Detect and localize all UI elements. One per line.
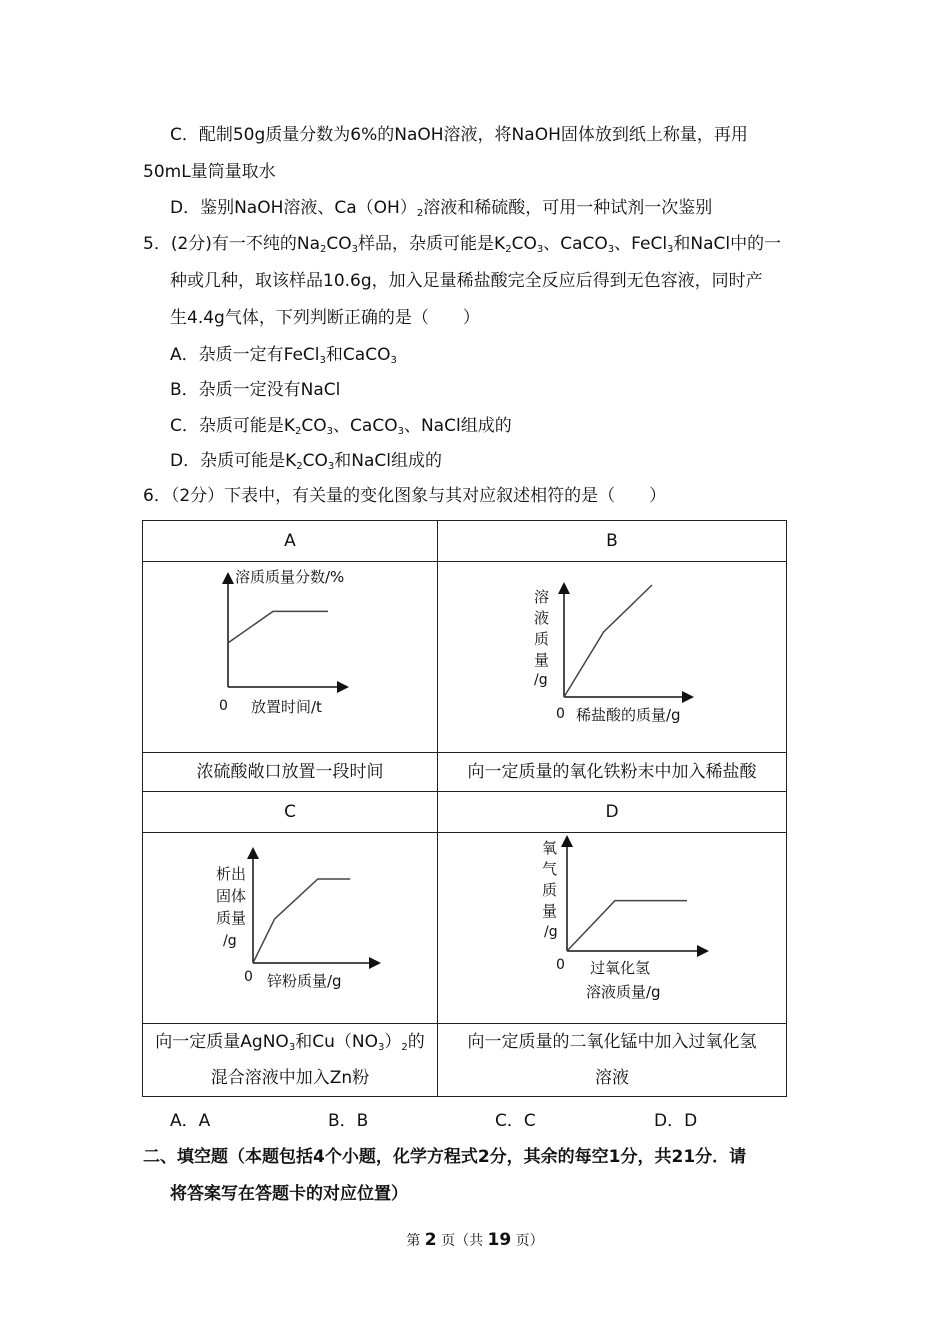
header-d: D bbox=[438, 792, 787, 833]
text: 、CaCO bbox=[543, 234, 608, 254]
text: 向一定质量AgNO bbox=[155, 1032, 289, 1052]
q6-option-d: D．D bbox=[654, 1111, 698, 1131]
x-axis-label-1: 过氧化氢 bbox=[590, 959, 651, 977]
desc-d bbox=[438, 1024, 787, 1097]
text: CO bbox=[302, 451, 328, 471]
x-axis-label: 锌粉质量/g bbox=[267, 972, 342, 990]
series-line bbox=[564, 585, 652, 697]
text: D．鉴别NaOH溶液、Ca（OH） bbox=[170, 198, 417, 218]
text: 、FeCl bbox=[614, 234, 668, 254]
origin-label: 0 bbox=[244, 969, 253, 985]
text: 、CaCO bbox=[333, 416, 398, 436]
subscript: 3 bbox=[351, 244, 359, 255]
subscript: 3 bbox=[288, 1042, 296, 1053]
chart-a-cell bbox=[143, 562, 438, 753]
subscript: 3 bbox=[536, 244, 544, 255]
desc-a: 浓硫酸敞口放置一段时间 bbox=[143, 753, 438, 792]
text: 和NaCl组成的 bbox=[334, 451, 442, 471]
q6-option-c: C．C bbox=[495, 1111, 536, 1131]
y-axis-label-1: 析出 bbox=[216, 865, 247, 883]
y-axis-label-2: 液 bbox=[534, 609, 550, 627]
y-axis-label-2: 固体 bbox=[216, 887, 247, 905]
y-axis-label-4: 量 bbox=[542, 902, 558, 920]
chart-d bbox=[438, 833, 787, 1023]
text: 和Cu（NO bbox=[295, 1032, 378, 1052]
text: D．杂质可能是K bbox=[170, 451, 297, 471]
text: 样品，杂质可能是K bbox=[358, 234, 506, 254]
desc-c-line1 bbox=[143, 1024, 437, 1060]
subscript: 3 bbox=[319, 355, 326, 366]
y-axis-label-3: 质量 bbox=[216, 909, 247, 927]
y-axis-label-1: 氧 bbox=[542, 839, 558, 857]
q5-option-a bbox=[170, 344, 397, 366]
header-a: A bbox=[143, 521, 438, 562]
q5-option-d bbox=[170, 450, 442, 472]
y-axis-label-2: 气 bbox=[542, 860, 558, 878]
text: A．杂质一定有FeCl bbox=[170, 345, 320, 365]
page-footer bbox=[0, 1230, 950, 1250]
y-axis-label-1: 溶 bbox=[534, 588, 550, 606]
text: CO bbox=[326, 234, 352, 254]
origin-label: 0 bbox=[556, 706, 565, 722]
origin-label: 0 bbox=[219, 698, 228, 714]
subscript: 2 bbox=[295, 426, 302, 437]
text: CO bbox=[511, 234, 537, 254]
y-axis-label-3: 质 bbox=[534, 630, 550, 648]
chart-c bbox=[143, 833, 438, 1023]
text: C．杂质可能是K bbox=[170, 416, 296, 436]
subscript: 2 bbox=[505, 244, 512, 255]
text: 5．(2分)有一不纯的Na bbox=[143, 234, 321, 254]
subscript: 3 bbox=[667, 244, 674, 255]
x-axis-label: 放置时间/t bbox=[251, 698, 322, 716]
y-axis-label: 溶质质量分数/% bbox=[235, 568, 345, 586]
subscript: 3 bbox=[377, 1042, 385, 1053]
footer-text: 页（共 bbox=[441, 1233, 484, 1249]
text: 溶液和稀硫酸，可用一种试剂一次鉴别 bbox=[423, 198, 713, 218]
footer-text: 第 bbox=[406, 1233, 421, 1249]
series-line bbox=[567, 901, 687, 951]
series-line bbox=[253, 879, 350, 963]
subscript: 3 bbox=[607, 244, 615, 255]
q5-stem-line3: 生4.4g气体，下列判断正确的是（ ） bbox=[170, 308, 480, 328]
subscript: 2 bbox=[416, 208, 424, 219]
text: ） bbox=[384, 1032, 402, 1052]
section2-heading-line1: 二、填空题（本题包括4个小题，化学方程式2分，其余的每空1分，共21分．请 bbox=[143, 1147, 747, 1167]
chart-c-cell bbox=[143, 833, 438, 1024]
q6-option-a: A．A bbox=[170, 1111, 211, 1131]
section2-heading-line2: 将答案写在答题卡的对应位置） bbox=[170, 1184, 408, 1204]
total-pages: 19 bbox=[487, 1230, 512, 1250]
y-axis-label-3: 质 bbox=[542, 881, 558, 899]
desc-b: 向一定质量的氧化铁粉末中加入稀盐酸 bbox=[438, 753, 787, 792]
y-axis-label-4: 量 bbox=[534, 651, 550, 669]
subscript: 3 bbox=[397, 426, 404, 437]
q6-option-b: B．B bbox=[328, 1111, 369, 1131]
header-c: C bbox=[143, 792, 438, 833]
q6-table bbox=[142, 520, 787, 1097]
text: 和NaCl中的一 bbox=[673, 234, 782, 254]
desc-c bbox=[143, 1024, 438, 1097]
q5-stem-line1 bbox=[143, 233, 781, 255]
subscript: 3 bbox=[326, 426, 334, 437]
chart-b bbox=[438, 562, 787, 752]
q6-stem: 6．（2分）下表中，有关量的变化图象与其对应叙述相符的是（ ） bbox=[143, 486, 667, 506]
desc-d-line2: 溶液 bbox=[595, 1068, 629, 1088]
header-b: B bbox=[438, 521, 787, 562]
chart-a bbox=[143, 562, 438, 752]
q4-option-d bbox=[170, 197, 712, 219]
y-axis-label-5: /g bbox=[534, 672, 548, 688]
y-axis-label-5: /g bbox=[544, 924, 558, 940]
subscript: 2 bbox=[320, 244, 327, 255]
q5-option-b: B．杂质一定没有NaCl bbox=[170, 380, 341, 400]
text: 的 bbox=[407, 1032, 425, 1052]
subscript: 2 bbox=[401, 1042, 408, 1053]
chart-b-cell bbox=[438, 562, 787, 753]
chart-d-cell bbox=[438, 833, 787, 1024]
text: CO bbox=[301, 416, 327, 436]
y-axis-label-4: /g bbox=[223, 933, 237, 949]
page-number: 2 bbox=[424, 1230, 437, 1250]
text: 、NaCl组成的 bbox=[403, 416, 512, 436]
subscript: 3 bbox=[390, 355, 397, 366]
q4-option-c-line2: 50mL量筒量取水 bbox=[143, 162, 276, 182]
subscript: 3 bbox=[327, 461, 335, 472]
origin-label: 0 bbox=[556, 957, 565, 973]
q5-stem-line2: 种或几种，取该样品10.6g，加入足量稀盐酸完全反应后得到无色容液，同时产 bbox=[170, 271, 763, 291]
subscript: 2 bbox=[296, 461, 303, 472]
series-line bbox=[228, 611, 328, 643]
text: 和CaCO bbox=[325, 345, 391, 365]
q5-option-c bbox=[170, 415, 512, 437]
footer-text: 页） bbox=[515, 1233, 544, 1249]
x-axis-label: 稀盐酸的质量/g bbox=[576, 706, 681, 724]
desc-c-line2: 混合溶液中加入Zn粉 bbox=[210, 1068, 370, 1088]
q4-option-c-line1: C．配制50g质量分数为6%的NaOH溶液，将NaOH固体放到纸上称量，再用 bbox=[170, 125, 748, 145]
desc-d-line1: 向一定质量的二氧化锰中加入过氧化氢 bbox=[467, 1032, 757, 1052]
x-axis-label-2: 溶液质量/g bbox=[586, 983, 661, 1001]
